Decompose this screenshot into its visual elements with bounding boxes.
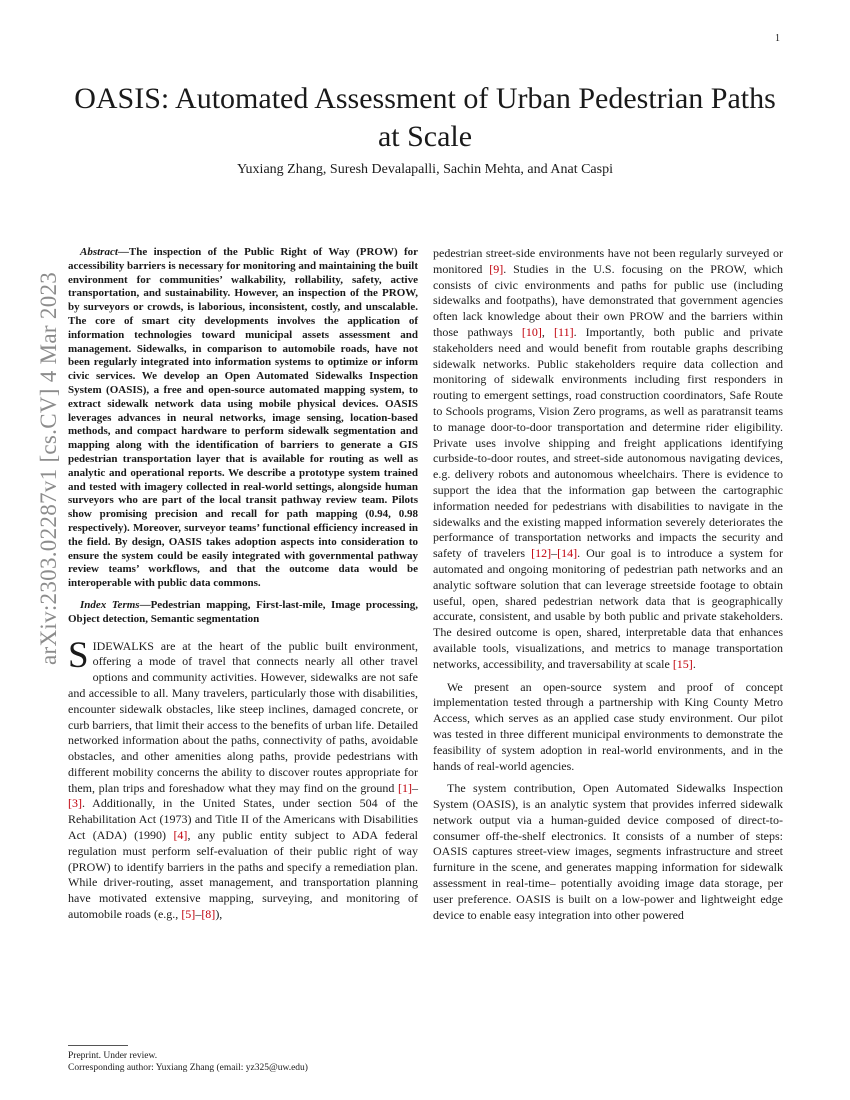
citation-link[interactable]: [14] <box>557 546 578 561</box>
body-paragraph: We present an open-source system and proof of concept implementation tested through a partnership with King County Metro Access, which serves as an applied case study environment. Our pilot was tested in three different municipal environments to demonstrate the feasibility of system adoption in real-world environments, and in the hands of real-world agencies. <box>433 679 783 773</box>
body-text: pedestrian street-side environments have not been regularly surveyed or monitored <box>433 246 783 276</box>
body-text: . Importantly, both public and private stakeholders need and would benefit from routable graphs describing sidewalk networks. Public stakeholders require data collection and monitoring of sidewalk environments including first responders in routing to emergent settings, road construction coordinators, Safe Route to Schools programs, Vision Zero programs, as well as paratransit teams to manage door-to-door transportation and determine rider eligibility. Private uses involve shipping and freight applications identifying curbside-to-door routes, and street-side autonomous navigating devices, e.g. delivery robots and autonomous wheelchairs. There is evidence to support the idea that the information gap between the cartographic information needed for pedestrians with disabilities to navigate in the sidewalks and the existing mapped information severely deteriorates the performance of transportation networks and impacts the security and safety of travelers <box>433 324 783 561</box>
citation-link[interactable]: [3] <box>68 796 82 811</box>
citation-link[interactable]: [5] <box>181 907 196 922</box>
citation-dash: – <box>551 546 558 561</box>
index-terms <box>68 599 418 627</box>
intro-text-d: ), <box>215 907 223 922</box>
arxiv-stamp: arXiv:2303.02287v1 [cs.CV] 4 Mar 2023 <box>36 271 61 665</box>
body-text: . Studies in the U.S. focusing on the PROW, which consists of civic environments and paths for public use (including sidewalks and footpaths), have demonstrated that government agencies often lack knowledge about their own PROW and the barriers within those pathways <box>433 261 784 339</box>
abstract-label: Abstract <box>80 246 118 258</box>
abstract <box>68 246 418 591</box>
citation-link[interactable]: [8] <box>201 907 216 922</box>
index-terms-text: —Pedestrian mapping, First-last-mile, Image processing, Object detection, Semantic segmentation <box>68 598 418 625</box>
body-text: . <box>692 656 696 671</box>
intro-text-a: are at the heart of the public built environment, offering a mode of travel that connects nearly all other travel options and community activities. However, sidewalks are not safe and accessible to all. Many travelers, particularly those with disabilities, encounter sidewalk obstacles, like steep inclines, damaged concrete, or curb barriers, that limit their access to the benefits of urban life. Detailed networked information about the paths, connectivity of paths, avoidable obstacles, and other amenities along paths, provide pedestrians with different mobility concerns the ability to discover routes appropriate for them, plan trips and foreshadow what they may find on the ground <box>68 638 418 795</box>
citation-link[interactable]: [11] <box>554 324 574 339</box>
citation-link[interactable]: [15] <box>672 656 693 671</box>
citation-dash: – <box>195 907 202 922</box>
footnote-divider <box>68 1045 128 1046</box>
body-text: . Our goal is to introduce a system for automated and ongoing monitoring of pedestrian path networks and an analytic software solution that can leverage streetside footage to obtain useful, open, shared pedestrian network data that is geographically accurate, consistent, and usable by both public and private stakeholders. The desired outcome is open, shared, interpretable data that enhances available tools, visualizations, and metrics to manage transportation networks, accessibility, and traversability at scale <box>433 546 783 671</box>
citation-link[interactable]: [4] <box>173 828 188 843</box>
intro-text-b: . Additionally, in the United States, under section 504 of the Rehabilitation Act (1973) and Title II of the Americans with Disabilities Act (ADA) (1990) <box>68 796 418 843</box>
footnote-corresponding-author: Corresponding author: Yuxiang Zhang (email: yz325@uw.edu) <box>68 1063 308 1073</box>
author-list: Yuxiang Zhang, Suresh Devalapalli, Sachin Mehta, and Anat Caspi <box>237 162 613 177</box>
left-column <box>68 246 418 923</box>
dropcap: S <box>68 634 89 676</box>
citation-link[interactable]: [9] <box>489 261 504 276</box>
citation-separator: , <box>541 324 555 339</box>
intro-smallcaps: IDEWALKS <box>92 638 154 653</box>
footnote <box>68 1050 418 1074</box>
right-column <box>433 246 783 923</box>
intro-paragraph <box>68 634 419 923</box>
citation-link[interactable]: [1] <box>398 780 412 795</box>
citation-link[interactable]: [10] <box>521 324 542 339</box>
intro-text-c: , any public entity subject to ADA federal regulation must perform self-evaluation of their public right of way (PROW) to identify barriers in the paths and specify a remediation plan. While driver-routing, asset management, and transportation planning have motivated extensive mapping, surveying, and monitoring of automobile roads (e.g., <box>68 828 419 922</box>
footnote-preprint: Preprint. Under review. <box>68 1051 158 1061</box>
body-paragraph: The system contribution, Open Automated Sidewalks Inspection System (OASIS), is an analytic system that provides inferred sidewalk network output via a human-guided device composed of direct-to-consumer off-the-shelf electronics. It consists of a number of steps: OASIS captures street-view images, segments infrastructure and street furniture in the scene, and generates mapping information for sidewalk assessment in real-time– potentially avoiding image data storage, per user preference. OASIS is built on a low-power and lightweight edge device to enable easy integration into other powered <box>433 781 783 922</box>
citation-dash: – <box>412 780 418 795</box>
paper-title: OASIS: Automated Assessment of Urban Pedestrian Paths at Scale <box>74 82 776 153</box>
abstract-text: —The inspection of the Public Right of Way (PROW) for accessibility barriers is necessary for monitoring and maintaining the built environment for communities’ walkability, rollability, safety, active transportation, and sustainability. However, an inspection of the PROW, by surveyors or crowds, is laborious, inconsistent, costly, and unscalable. The core of smart city developments involves the application of information technologies toward municipal assets assessment and management. Sidewalks, in comparison to automobile roads, have not been regularly integrated into information systems to optimize or inform civic services. We develop an Open Automated Sidewalks Inspection System (OASIS), a free and open-source automated mapping system, to extract sidewalk network data using mobile physical devices. OASIS leverages advances in neural networks, image sensing, location-based methods, and compact hardware to perform sidewalk segmentation and mapping along with the identification of barriers to generate a GIS pedestrian transportation layer that is available for routing as well as analytic and operational reports. We describe a prototype system trained and tested with imagery collected in real-world settings, alongside human surveyors who are part of the local transit pathway review team. Pilots show promising precision and recall for path mapping (0.94, 0.98 respectively). Moreover, surveyor teams’ functional efficiency increased in the field. By design, OASIS takes adoption aspects into consideration to ensure the system could be easily integrated with governmental pathway review teams’ workflows, and that the outcome data would be interoperable with public data commons. <box>68 246 418 590</box>
page-number: 1 <box>775 33 780 44</box>
citation-link[interactable]: [12] <box>531 546 552 561</box>
body-paragraph <box>433 246 783 673</box>
index-terms-label: Index Terms <box>80 598 140 611</box>
